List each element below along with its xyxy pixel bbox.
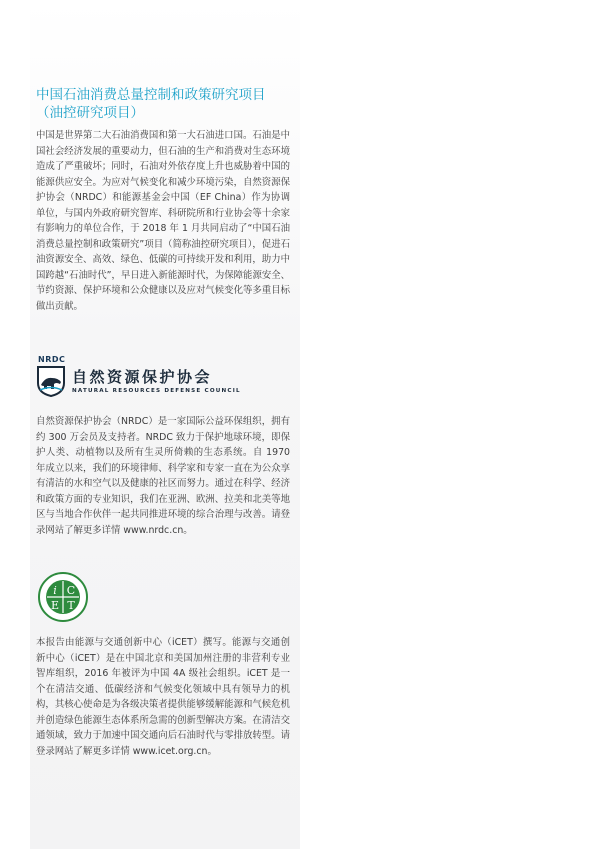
section-title: 中国石油消费总量控制和政策研究项目（油控研究项目） [36, 87, 266, 121]
nrdc-logo [36, 355, 276, 407]
icet-letter-e: E [50, 599, 60, 612]
oil-project-paragraph: 中国是世界第二大石油消费国和第一大石油进口国。石油是中国社会经济发展的重要动力，但石油的生产和消费对生态环境造成了严重破坏；同时，石油对外依存度上升也威胁着中国的能源供应安全。为应对气候变化和减少环境污染，自然资源保护协会（NRDC）和能源基金会中国（EF China）作为协调单位，与国内外政府研究智库、科研院所和行业协会等十余家有影响力的单位合作，于 2018 年 1 月共同启动了“中国石油消费总量控制和政策研究”项目（简称油控研究项目），促进石油资源安全、高效、绿色、低碳的可持续开发和利用，助力中国跨越“石油时代”，早日进入新能源时代，为保障能源安全、节约资源、保护环境和公众健康以及应对气候变化等多重目标做出贡献。 [36, 130, 290, 312]
nrdc-name-en: NATURAL RESOURCES DEFENSE COUNCIL [72, 388, 241, 394]
icet-paragraph: 本报告由能源与交通创新中心（iCET）撰写。能源与交通创新中心（iCET）是在中国北京和美国加州注册的非营利专业智库组织，2016 年被评为中国 4A 级社会组织。iCET 是一个在清洁交通、低碳经济和气候变化领域中具有领导力的机构，其核心使命是为各级决策者提供能够缓解能源和气候危机并创造绿色能源生态体系所急需的创新型解决方案。在清洁交通领域，致力于加速中国交通向后石油时代与零排放转型。请登录网站了解更多详情 www.icet.org.cn。 [36, 637, 290, 757]
nrdc-name-cn: 自然资源保护协会 [72, 368, 213, 386]
nrdc-paragraph: 自然资源保护协会（NRDC）是一家国际公益环保组织，拥有约 300 万会员及支持者。NRDC 致力于保护地球环境，即保护人类、动植物以及所有生灵所倚赖的生态系统。自 1970 年成立以来，我们的环境律师、科学家和专家一直在为公众享有清洁的水和空气以及健康的社区而努力。通过在科学、经济和政策方面的专业知识，我们在亚洲、欧洲、拉美和北美等地区与当地合作伙伴一起共同推进环境的综合治理与改善。请登录网站了解更多详情 www.nrdc.cn。 [36, 416, 290, 536]
icet-letter-t: T [67, 599, 75, 612]
icet-letter-c: C [66, 584, 76, 597]
nrdc-bear-shield-icon [36, 365, 66, 397]
nrdc-abbr: NRDC [38, 355, 66, 364]
icet-letter-i: i [53, 584, 57, 597]
icet-logo-icon [38, 572, 88, 622]
